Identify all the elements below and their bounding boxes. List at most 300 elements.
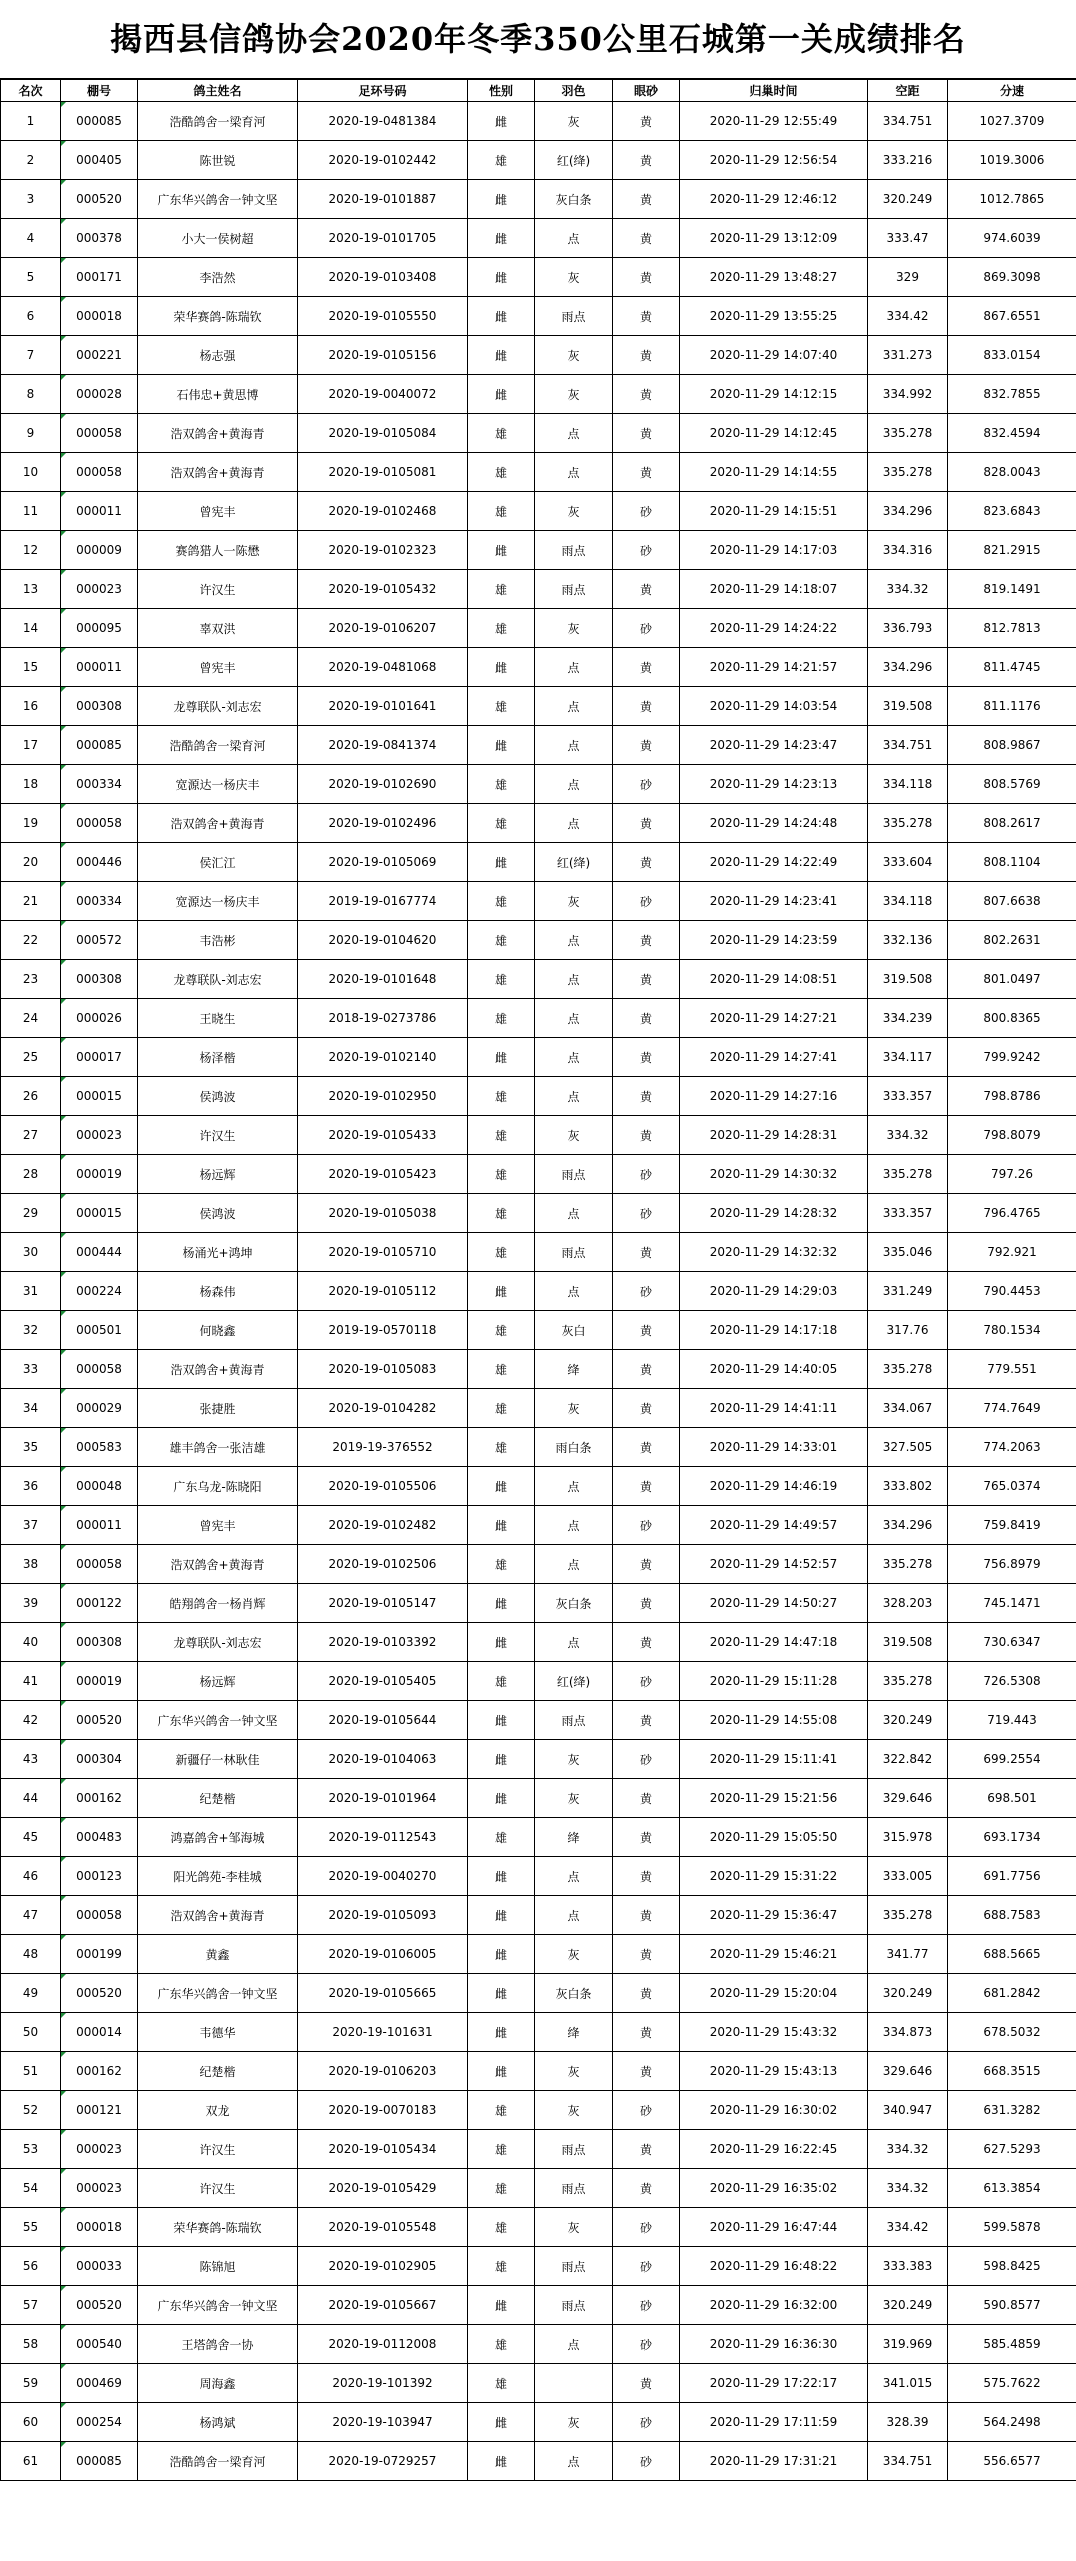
cell-rank: 55 <box>1 2208 61 2247</box>
cell-sex: 雌 <box>468 648 535 687</box>
cell-feather-color: 灰 <box>535 609 613 648</box>
cell-speed: 819.1491 <box>948 570 1076 609</box>
table-row <box>1 648 1076 687</box>
cell-eye-sign: 黄 <box>613 1974 680 2013</box>
header-rank: 名次 <box>1 80 61 102</box>
cell-sex: 雌 <box>468 2442 535 2481</box>
cell-rank: 24 <box>1 999 61 1038</box>
cell-feather-color: 点 <box>535 765 613 804</box>
cell-feather-color: 雨点 <box>535 297 613 336</box>
cell-owner-name: 浩双鸽舍+黄海青 <box>138 453 298 492</box>
cell-rank: 34 <box>1 1389 61 1428</box>
cell-distance: 333.357 <box>868 1077 948 1116</box>
cell-eye-sign: 黄 <box>613 453 680 492</box>
cell-sex: 雄 <box>468 609 535 648</box>
cell-owner-name: 浩双鸽舍+黄海青 <box>138 1350 298 1389</box>
cell-loft-number: 000014 <box>61 2013 138 2052</box>
cell-loft-number: 000015 <box>61 1194 138 1233</box>
cell-arrival-time: 2020-11-29 14:52:57 <box>680 1545 868 1584</box>
table-row <box>1 1623 1076 1662</box>
cell-loft-number: 000405 <box>61 141 138 180</box>
cell-ring-number: 2020-19-0105432 <box>298 570 468 609</box>
cell-arrival-time: 2020-11-29 15:43:32 <box>680 2013 868 2052</box>
results-table <box>0 79 1076 2481</box>
cell-rank: 41 <box>1 1662 61 1701</box>
cell-rank: 40 <box>1 1623 61 1662</box>
cell-arrival-time: 2020-11-29 14:55:08 <box>680 1701 868 1740</box>
cell-rank: 11 <box>1 492 61 531</box>
cell-distance: 319.508 <box>868 687 948 726</box>
cell-owner-name: 浩双鸽舍+黄海青 <box>138 1545 298 1584</box>
cell-rank: 52 <box>1 2091 61 2130</box>
cell-distance: 320.249 <box>868 180 948 219</box>
table-row <box>1 1116 1076 1155</box>
cell-arrival-time: 2020-11-29 15:31:22 <box>680 1857 868 1896</box>
cell-arrival-time: 2020-11-29 14:29:03 <box>680 1272 868 1311</box>
cell-arrival-time: 2020-11-29 14:17:03 <box>680 531 868 570</box>
cell-ring-number: 2020-19-0104620 <box>298 921 468 960</box>
cell-sex: 雌 <box>468 726 535 765</box>
cell-loft-number: 000028 <box>61 375 138 414</box>
cell-loft-number: 000018 <box>61 297 138 336</box>
cell-rank: 26 <box>1 1077 61 1116</box>
cell-distance: 333.383 <box>868 2247 948 2286</box>
cell-speed: 688.7583 <box>948 1896 1076 1935</box>
cell-feather-color: 灰 <box>535 2091 613 2130</box>
cell-owner-name: 荣华赛鸽-陈瑞钦 <box>138 2208 298 2247</box>
cell-sex: 雌 <box>468 1584 535 1623</box>
cell-loft-number: 000058 <box>61 1350 138 1389</box>
cell-distance: 335.278 <box>868 1155 948 1194</box>
cell-speed: 745.1471 <box>948 1584 1076 1623</box>
cell-loft-number: 000023 <box>61 1116 138 1155</box>
cell-speed: 631.3282 <box>948 2091 1076 2130</box>
cell-rank: 36 <box>1 1467 61 1506</box>
cell-rank: 12 <box>1 531 61 570</box>
cell-sex: 雄 <box>468 2130 535 2169</box>
cell-ring-number: 2020-19-0105644 <box>298 1701 468 1740</box>
cell-feather-color: 雨白条 <box>535 1428 613 1467</box>
cell-feather-color: 灰 <box>535 1116 613 1155</box>
cell-eye-sign: 黄 <box>613 726 680 765</box>
cell-ring-number: 2020-19-0481068 <box>298 648 468 687</box>
table-row <box>1 2247 1076 2286</box>
cell-ring-number: 2020-19-0105433 <box>298 1116 468 1155</box>
cell-distance: 334.118 <box>868 765 948 804</box>
cell-owner-name: 龙尊联队-刘志宏 <box>138 960 298 999</box>
cell-loft-number: 000085 <box>61 2442 138 2481</box>
cell-speed: 699.2554 <box>948 1740 1076 1779</box>
cell-rank: 60 <box>1 2403 61 2442</box>
cell-feather-color: 雨点 <box>535 570 613 609</box>
table-row <box>1 1740 1076 1779</box>
sheet-title: 揭西县信鸽协会2020年冬季350公里石城第一关成绩排名 <box>0 0 1076 79</box>
cell-distance: 334.751 <box>868 726 948 765</box>
cell-ring-number: 2020-19-0105084 <box>298 414 468 453</box>
cell-sex: 雄 <box>468 921 535 960</box>
cell-speed: 627.5293 <box>948 2130 1076 2169</box>
table-row <box>1 2364 1076 2403</box>
cell-eye-sign: 黄 <box>613 414 680 453</box>
cell-sex: 雄 <box>468 1116 535 1155</box>
cell-arrival-time: 2020-11-29 14:24:48 <box>680 804 868 843</box>
cell-rank: 4 <box>1 219 61 258</box>
cell-loft-number: 000058 <box>61 453 138 492</box>
cell-owner-name: 浩双鸽舍+黄海青 <box>138 414 298 453</box>
header-loft-number: 棚号 <box>61 80 138 102</box>
cell-speed: 833.0154 <box>948 336 1076 375</box>
cell-rank: 8 <box>1 375 61 414</box>
table-row <box>1 921 1076 960</box>
cell-sex: 雄 <box>468 1311 535 1350</box>
cell-eye-sign: 黄 <box>613 1350 680 1389</box>
table-row <box>1 960 1076 999</box>
cell-arrival-time: 2020-11-29 17:31:21 <box>680 2442 868 2481</box>
table-row <box>1 1584 1076 1623</box>
cell-eye-sign: 黄 <box>613 570 680 609</box>
cell-eye-sign: 黄 <box>613 141 680 180</box>
cell-eye-sign: 黄 <box>613 297 680 336</box>
cell-distance: 335.278 <box>868 453 948 492</box>
cell-sex: 雄 <box>468 2247 535 2286</box>
cell-speed: 798.8786 <box>948 1077 1076 1116</box>
cell-owner-name: 黄鑫 <box>138 1935 298 1974</box>
cell-ring-number: 2020-19-0040270 <box>298 1857 468 1896</box>
cell-loft-number: 000583 <box>61 1428 138 1467</box>
cell-ring-number: 2020-19-0105710 <box>298 1233 468 1272</box>
cell-eye-sign: 砂 <box>613 882 680 921</box>
cell-owner-name: 曾宪丰 <box>138 492 298 531</box>
cell-sex: 雌 <box>468 1896 535 1935</box>
cell-arrival-time: 2020-11-29 16:35:02 <box>680 2169 868 2208</box>
header-owner-name: 鸽主姓名 <box>138 80 298 102</box>
cell-speed: 1012.7865 <box>948 180 1076 219</box>
cell-loft-number: 000308 <box>61 687 138 726</box>
cell-owner-name: 双龙 <box>138 2091 298 2130</box>
cell-sex: 雄 <box>468 2325 535 2364</box>
cell-ring-number: 2020-19-0105434 <box>298 2130 468 2169</box>
cell-owner-name: 小大一侯树超 <box>138 219 298 258</box>
cell-rank: 21 <box>1 882 61 921</box>
cell-feather-color: 灰 <box>535 1779 613 1818</box>
cell-sex: 雌 <box>468 375 535 414</box>
cell-distance: 333.357 <box>868 1194 948 1233</box>
cell-eye-sign: 黄 <box>613 687 680 726</box>
cell-sex: 雄 <box>468 1818 535 1857</box>
cell-distance: 334.118 <box>868 882 948 921</box>
cell-feather-color: 绛 <box>535 2013 613 2052</box>
cell-distance: 334.32 <box>868 2169 948 2208</box>
cell-owner-name: 张捷胜 <box>138 1389 298 1428</box>
cell-arrival-time: 2020-11-29 14:23:13 <box>680 765 868 804</box>
header-arrival-time: 归巢时间 <box>680 80 868 102</box>
cell-distance: 335.278 <box>868 1896 948 1935</box>
cell-sex: 雌 <box>468 1272 535 1311</box>
cell-speed: 759.8419 <box>948 1506 1076 1545</box>
cell-feather-color: 点 <box>535 2442 613 2481</box>
table-row <box>1 2052 1076 2091</box>
cell-rank: 22 <box>1 921 61 960</box>
cell-feather-color: 灰 <box>535 492 613 531</box>
cell-sex: 雌 <box>468 531 535 570</box>
cell-arrival-time: 2020-11-29 14:47:18 <box>680 1623 868 1662</box>
cell-owner-name: 宽源达一杨庆丰 <box>138 882 298 921</box>
cell-arrival-time: 2020-11-29 12:55:49 <box>680 102 868 141</box>
cell-rank: 16 <box>1 687 61 726</box>
cell-distance: 334.316 <box>868 531 948 570</box>
cell-loft-number: 000023 <box>61 2169 138 2208</box>
cell-ring-number: 2020-19-101631 <box>298 2013 468 2052</box>
cell-distance: 334.42 <box>868 297 948 336</box>
cell-sex: 雄 <box>468 1077 535 1116</box>
cell-distance: 317.76 <box>868 1311 948 1350</box>
cell-eye-sign: 砂 <box>613 2325 680 2364</box>
cell-distance: 334.296 <box>868 492 948 531</box>
table-row <box>1 765 1076 804</box>
cell-arrival-time: 2020-11-29 14:27:16 <box>680 1077 868 1116</box>
cell-arrival-time: 2020-11-29 12:56:54 <box>680 141 868 180</box>
table-row <box>1 414 1076 453</box>
cell-distance: 328.39 <box>868 2403 948 2442</box>
cell-arrival-time: 2020-11-29 13:55:25 <box>680 297 868 336</box>
cell-eye-sign: 砂 <box>613 2091 680 2130</box>
cell-owner-name: 石伟忠+黄思博 <box>138 375 298 414</box>
cell-eye-sign: 黄 <box>613 2364 680 2403</box>
cell-eye-sign: 黄 <box>613 258 680 297</box>
cell-eye-sign: 黄 <box>613 2013 680 2052</box>
cell-arrival-time: 2020-11-29 15:11:41 <box>680 1740 868 1779</box>
cell-owner-name: 纪楚楷 <box>138 2052 298 2091</box>
cell-eye-sign: 黄 <box>613 1116 680 1155</box>
cell-sex: 雌 <box>468 219 535 258</box>
cell-loft-number: 000520 <box>61 180 138 219</box>
table-row <box>1 1506 1076 1545</box>
cell-ring-number: 2020-19-0106207 <box>298 609 468 648</box>
cell-distance: 327.505 <box>868 1428 948 1467</box>
cell-sex: 雌 <box>468 1701 535 1740</box>
cell-sex: 雌 <box>468 2403 535 2442</box>
cell-sex: 雌 <box>468 297 535 336</box>
cell-arrival-time: 2020-11-29 15:36:47 <box>680 1896 868 1935</box>
cell-ring-number: 2020-19-0841374 <box>298 726 468 765</box>
cell-speed: 1019.3006 <box>948 141 1076 180</box>
cell-eye-sign: 砂 <box>613 1662 680 1701</box>
cell-feather-color: 点 <box>535 1545 613 1584</box>
cell-rank: 48 <box>1 1935 61 1974</box>
cell-ring-number: 2019-19-0570118 <box>298 1311 468 1350</box>
cell-rank: 45 <box>1 1818 61 1857</box>
cell-arrival-time: 2020-11-29 17:22:17 <box>680 2364 868 2403</box>
cell-feather-color: 点 <box>535 687 613 726</box>
cell-feather-color: 灰 <box>535 2403 613 2442</box>
cell-loft-number: 000019 <box>61 1155 138 1194</box>
cell-arrival-time: 2020-11-29 14:17:18 <box>680 1311 868 1350</box>
cell-owner-name: 侯鸿波 <box>138 1077 298 1116</box>
cell-distance: 334.296 <box>868 1506 948 1545</box>
cell-loft-number: 000048 <box>61 1467 138 1506</box>
cell-owner-name: 曾宪丰 <box>138 648 298 687</box>
cell-owner-name: 广东华兴鸽舍一钟文坚 <box>138 180 298 219</box>
cell-speed: 811.1176 <box>948 687 1076 726</box>
cell-distance: 334.239 <box>868 999 948 1038</box>
cell-loft-number: 000469 <box>61 2364 138 2403</box>
cell-speed: 802.2631 <box>948 921 1076 960</box>
cell-loft-number: 000520 <box>61 1974 138 2013</box>
table-row <box>1 1311 1076 1350</box>
cell-eye-sign: 黄 <box>613 1896 680 1935</box>
cell-sex: 雄 <box>468 141 535 180</box>
table-row <box>1 2208 1076 2247</box>
cell-owner-name: 雄丰鸽舍一张洁雄 <box>138 1428 298 1467</box>
cell-ring-number: 2020-19-0112008 <box>298 2325 468 2364</box>
cell-arrival-time: 2020-11-29 16:48:22 <box>680 2247 868 2286</box>
cell-speed: 726.5308 <box>948 1662 1076 1701</box>
cell-eye-sign: 黄 <box>613 843 680 882</box>
cell-loft-number: 000572 <box>61 921 138 960</box>
cell-ring-number: 2020-19-0105069 <box>298 843 468 882</box>
cell-feather-color: 雨点 <box>535 2169 613 2208</box>
cell-rank: 50 <box>1 2013 61 2052</box>
cell-distance: 335.278 <box>868 1662 948 1701</box>
cell-speed: 821.2915 <box>948 531 1076 570</box>
cell-speed: 808.9867 <box>948 726 1076 765</box>
cell-feather-color: 点 <box>535 1038 613 1077</box>
cell-arrival-time: 2020-11-29 14:46:19 <box>680 1467 868 1506</box>
cell-sex: 雄 <box>468 999 535 1038</box>
table-row <box>1 882 1076 921</box>
cell-speed: 756.8979 <box>948 1545 1076 1584</box>
cell-distance: 333.216 <box>868 141 948 180</box>
cell-rank: 37 <box>1 1506 61 1545</box>
cell-speed: 730.6347 <box>948 1623 1076 1662</box>
cell-loft-number: 000162 <box>61 1779 138 1818</box>
cell-ring-number: 2020-19-0102482 <box>298 1506 468 1545</box>
cell-distance: 334.751 <box>868 102 948 141</box>
cell-loft-number: 000085 <box>61 726 138 765</box>
table-row <box>1 492 1076 531</box>
cell-ring-number: 2020-19-0105156 <box>298 336 468 375</box>
cell-owner-name: 纪楚楷 <box>138 1779 298 1818</box>
cell-arrival-time: 2020-11-29 14:07:40 <box>680 336 868 375</box>
cell-eye-sign: 砂 <box>613 1740 680 1779</box>
cell-speed: 798.8079 <box>948 1116 1076 1155</box>
cell-speed: 800.8365 <box>948 999 1076 1038</box>
cell-eye-sign: 砂 <box>613 1155 680 1194</box>
cell-eye-sign: 砂 <box>613 492 680 531</box>
cell-eye-sign: 黄 <box>613 1935 680 1974</box>
cell-feather-color: 点 <box>535 921 613 960</box>
cell-sex: 雄 <box>468 1662 535 1701</box>
cell-arrival-time: 2020-11-29 14:03:54 <box>680 687 868 726</box>
cell-ring-number: 2020-19-0105667 <box>298 2286 468 2325</box>
cell-arrival-time: 2020-11-29 16:32:00 <box>680 2286 868 2325</box>
cell-speed: 797.26 <box>948 1155 1076 1194</box>
cell-arrival-time: 2020-11-29 14:40:05 <box>680 1350 868 1389</box>
table-row <box>1 2091 1076 2130</box>
cell-feather-color: 绛 <box>535 1818 613 1857</box>
cell-speed: 780.1534 <box>948 1311 1076 1350</box>
cell-speed: 812.7813 <box>948 609 1076 648</box>
cell-ring-number: 2020-19-0106005 <box>298 1935 468 1974</box>
cell-feather-color: 灰白 <box>535 1311 613 1350</box>
cell-arrival-time: 2020-11-29 14:23:59 <box>680 921 868 960</box>
cell-rank: 58 <box>1 2325 61 2364</box>
table-row <box>1 1350 1076 1389</box>
table-row <box>1 999 1076 1038</box>
cell-owner-name: 浩酷鸽舍一梁育河 <box>138 2442 298 2481</box>
cell-sex: 雄 <box>468 882 535 921</box>
cell-distance: 340.947 <box>868 2091 948 2130</box>
cell-rank: 15 <box>1 648 61 687</box>
cell-sex: 雄 <box>468 2169 535 2208</box>
cell-owner-name: 韦德华 <box>138 2013 298 2052</box>
cell-owner-name: 鸿嘉鸽舍+邹海城 <box>138 1818 298 1857</box>
cell-speed: 801.0497 <box>948 960 1076 999</box>
cell-sex: 雌 <box>468 1935 535 1974</box>
cell-feather-color: 雨点 <box>535 1233 613 1272</box>
cell-rank: 51 <box>1 2052 61 2091</box>
table-row <box>1 1818 1076 1857</box>
cell-speed: 811.4745 <box>948 648 1076 687</box>
cell-loft-number: 000033 <box>61 2247 138 2286</box>
cell-loft-number: 000085 <box>61 102 138 141</box>
cell-distance: 335.046 <box>868 1233 948 1272</box>
cell-eye-sign: 黄 <box>613 1623 680 1662</box>
cell-loft-number: 000121 <box>61 2091 138 2130</box>
cell-eye-sign: 黄 <box>613 999 680 1038</box>
cell-speed: 807.6638 <box>948 882 1076 921</box>
table-row <box>1 141 1076 180</box>
cell-feather-color: 灰 <box>535 1935 613 1974</box>
cell-owner-name: 何晓鑫 <box>138 1311 298 1350</box>
table-row <box>1 609 1076 648</box>
cell-owner-name: 许汉生 <box>138 570 298 609</box>
cell-ring-number: 2020-19-0103392 <box>298 1623 468 1662</box>
cell-rank: 42 <box>1 1701 61 1740</box>
cell-distance: 331.273 <box>868 336 948 375</box>
table-row <box>1 1857 1076 1896</box>
cell-eye-sign: 黄 <box>613 2052 680 2091</box>
cell-arrival-time: 2020-11-29 14:15:51 <box>680 492 868 531</box>
cell-ring-number: 2020-19-0105429 <box>298 2169 468 2208</box>
header-ring-number: 足环号码 <box>298 80 468 102</box>
table-row <box>1 531 1076 570</box>
header-feather-color: 羽色 <box>535 80 613 102</box>
cell-feather-color: 灰 <box>535 2208 613 2247</box>
cell-sex: 雌 <box>468 2286 535 2325</box>
cell-speed: 823.6843 <box>948 492 1076 531</box>
table-row <box>1 726 1076 765</box>
table-row <box>1 1662 1076 1701</box>
cell-feather-color: 雨点 <box>535 531 613 570</box>
cell-eye-sign: 砂 <box>613 531 680 570</box>
cell-speed: 765.0374 <box>948 1467 1076 1506</box>
cell-eye-sign: 黄 <box>613 1077 680 1116</box>
cell-rank: 49 <box>1 1974 61 2013</box>
cell-eye-sign: 砂 <box>613 2208 680 2247</box>
cell-arrival-time: 2020-11-29 14:14:55 <box>680 453 868 492</box>
cell-distance: 341.015 <box>868 2364 948 2403</box>
cell-rank: 59 <box>1 2364 61 2403</box>
cell-feather-color: 点 <box>535 414 613 453</box>
cell-owner-name: 韦浩彬 <box>138 921 298 960</box>
cell-ring-number: 2018-19-0273786 <box>298 999 468 1038</box>
cell-sex: 雄 <box>468 2208 535 2247</box>
cell-arrival-time: 2020-11-29 14:49:57 <box>680 1506 868 1545</box>
cell-owner-name: 王晓生 <box>138 999 298 1038</box>
cell-arrival-time: 2020-11-29 16:47:44 <box>680 2208 868 2247</box>
cell-owner-name: 赛鸽猎人一陈懋 <box>138 531 298 570</box>
